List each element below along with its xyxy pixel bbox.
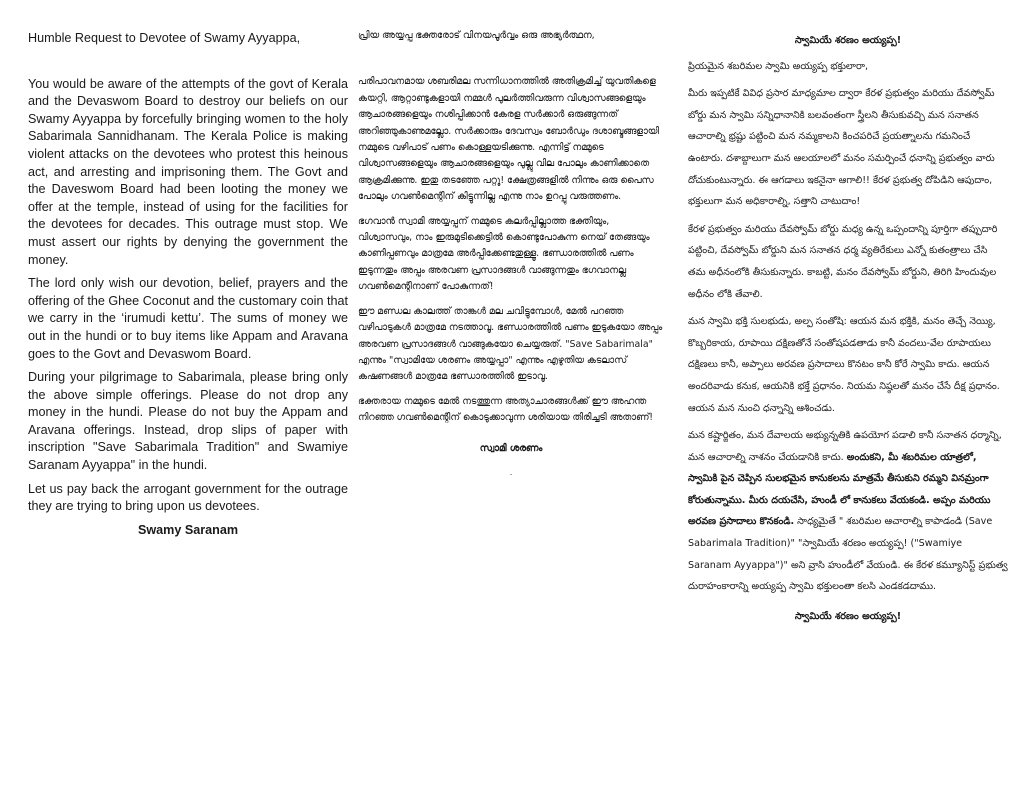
english-paragraph: You would be aware of the attempts of the govt of Kerala and the Devaswom Board to destroy our beliefs on our Swamy Ayyappa by forcefully bringing women to the holy Sabarimala Sannidhanam. The Kerala Police is making violent attacks on the devotees who protest this heinous act, and arresting and imprisoning them. The Govt and the Daveswom Board had been looting the money we offer at the temple, instead of using for the facilities for the devotees for decades. This outrage must stop. We must assert our rights by denying the government the money. (28, 76, 348, 267)
malayalam-paragraph: ഈ മണ്ഡല കാലത്ത് താങ്കൾ മല ചവിട്ടുമ്പോൾ, മേൽ പറഞ്ഞ വഴിപാടുകൾ മാത്രമേ നടത്താവൂ. ഭണ്ഡാരത്തിൽ പണം ഇടുകയോ അപ്പം അരവണ പ്രസാദങ്ങൾ വാങ്ങുകയോ ചെയ്യരുത്. "Save Sabarimala" എന്നും "സ്വാമിയേ ശരണം അയ്യപ്പാ" എന്നും എഴുതിയ കടലാസ് കഷണങ്ങൾ മാത്രമേ ഭണ്ഡാരത്തിൽ ഇടാവൂ. (358, 305, 663, 383)
telugu-paragraph: కేరళ ప్రభుత్వం మరియు దేవస్వోమ్ బోర్డు మధ్య ఉన్న ఒప్పందాన్ని పూర్తిగా తప్పుదారి పట్టించి, దేవస్వోమ్ బోర్డుని మన సనాతన ధర్మ వ్యతిరేకులు ఎన్నో కుతంత్రాలు చేసి తమ అధీనంలోకి తీసుకున్నారు. కాబట్టి, మనం దేవస్వోమ్ బోర్డుని, తిరిగి హిందువుల అధీనం లోకి తేవాలి. (688, 223, 998, 300)
telugu-paragraph: మన స్వామి భక్తి సులభుడు, అల్ప సంతోషి: ఆయన మన భక్తికి, మనం తెచ్చే నెయ్యి, కొబ్బరికాయ, రూపాయి దక్షిణతోనే సంతోషపడతాడు కానీ వందలు-వేల రూపాయలు దక్షిణలు కానీ, అప్పాలు అరవణ ప్రసాదాలు కొనటం కానీ కోరే స్వామి కాదు. ఆయన అందరివాడు కనుక, ఆయనికి భక్తే ప్రధానం. నియమ నిష్ఠలతో మనం చేసే దీక్ష ప్రధానం. ఆయన మన నుంచి ధన్నాన్ని ఆశించడు. (688, 316, 1000, 414)
english-paragraph: The lord only wish our devotion, belief, prayers and the offering of the Ghee Coconut and the customary coin that we carry in the ‘irumudi kettu’. The sums of money we out in the hundi or to buy items like Appam and Aravana goes to the Govt and Devaswom Board. (28, 276, 348, 361)
telugu-last-plain-1: మన కష్టార్జితం, మన దేవాలయ అభ్యున్నతికి ఉపయోగ పడాలి కానీ సనాతన ధర్మాన్ని, మన ఆచారాల్ని నాశనం చేయడానికి కాదు. (688, 430, 1002, 463)
english-paragraph: During your pilgrimage to Sabarimala, please bring only the above simple offerings. Please do not drop any money in the hundi. Please do not buy the Appam and Aravana offerings. Instead, drop slips of paper with inscription "Save Sabarimala Tradition" and Swamiye Saranam Ayyappa" in the hundi. (28, 370, 348, 473)
english-signature: Swamy Saranam (137, 522, 239, 537)
english-column (28, 30, 348, 545)
english-paragraph: Let us pay back the arrogant government for the outrage they are trying to bring upon us devotees. (28, 481, 348, 514)
telugu-salutation: ప్రియమైన శబరిమల స్వామి అయ్యప్ప భక్తులారా, (688, 60, 868, 72)
malayalam-salutation: പ്രിയ അയ്യപ്പ ഭക്തരോട് വിനയപൂർവ്വം ഒരു അഭ്യർത്ഥന, (358, 30, 595, 41)
telugu-last-bold: అందుకని, మీ శబరిమల యాత్రలో, స్వామికి పైన చెప్పిన సులభమైన కానుకలను మాత్రమే తీసుకుని రమ్మని వినమ్రంగా కోరుతున్నాము. మీరు దయచేసి, హుండీ లో కానుకలు వేయకండి. అప్పం మరియు అరవణ ప్రసాదాలు కొనకండి. (688, 451, 991, 528)
telugu-heading: స్వామియే శరణం అయ్యప్ప! (794, 35, 902, 46)
malayalam-signature: സ്വാമി ശരണം (479, 442, 543, 454)
malayalam-paragraph: ഭക്തരായ നമ്മുടെ മേൽ നടത്തുന്ന അത്യാചാരങ്ങൾക്ക് ഈ അഹന്ത നിറഞ്ഞ ഗവൺമെന്റിന് കൊടുക്കാവുന്ന ശരിയായ തിരിച്ചടി അതാണ്! (358, 395, 654, 424)
telugu-signature: స్వామియే శరణం అయ్యప్ప! (794, 610, 902, 622)
malayalam-paragraph: ഭഗവാൻ സ്വാമി അയ്യപ്പന് നമ്മുടെ കലർപ്പില്ലാത്ത ഭക്തിയും, വിശ്വാസവും, നാം ഇരുമുടിക്കെട്ടിൽ കൊണ്ടുപോകുന്ന നെയ് തേങ്ങയും കാണിപ്പണവും മാത്രമേ അർപ്പിക്കേണ്ടതുള്ളൂ. ഭണ്ഡാരത്തിൽ പണം ഇടുന്നതും അപ്പം അരവണ പ്രസാദങ്ങൾ വാങ്ങുന്നതും ഭഗവാനല്ല ഗവൺമെന്റിനാണ് പോകുന്നത്! (358, 215, 650, 293)
telugu-paragraph: మీరు ఇప్పటికే వివిధ ప్రసార మాధ్యమాల ద్వారా కేరళ ప్రభుత్వం మరియు దేవస్వోమ్ బోర్డు మన స్వామి సన్నిధానానికి బలవంతంగా స్త్రీలని తీసుకువచ్చి మన సనాతన ఆచారాల్ని భ్రష్టు పట్టించి మన నమ్మకాలని కించపరిచే ప్రయత్నాలను గమనించే ఉంటారు. దశాబ్దాలుగా మన ఆలయాలలో మనం సమర్పించే ధనాన్ని ప్రభుత్వం వారు దోచుకుంటున్నారు. ఈ ఆగడాలు ఇకనైనా ఆగాలి!! కేరళ ప్రభుత్వ దోపిడిని ఆపుదాం, భక్తులుగా మన అధికారాల్ని, సత్తాని చాటుదాం! (688, 88, 995, 208)
telugu-last-plain-2: సాధ్యమైతే " శబరిమల ఆచారాల్ని కాపాడండి (Save Sabarimala Tradition)" "స్వామియే శరణం అయ్యప్ప! ("Swamiye Saranam Ayyappa")" అని వ్రాసి హుండీలో వేయండి. ఈ కేరళ కమ్యూనిస్ట్ ప్రభుత్వ దురాహంకారాన్ని అయ్యప్ప స్వామి భక్తులంతా కలసి ఎండకడదాము. (688, 516, 1008, 593)
telugu-paragraph-last (688, 425, 1008, 598)
malayalam-column (358, 28, 664, 489)
malayalam-paragraph: പരിപാവനമായ ശബരിമല സന്നിധാനത്തിൽ അതിക്രമിച്ച് യുവതികളെ കയറ്റി, ആറ്റാണ്ടുകളായി നമ്മൾ പുലർത്തിവരുന്ന വിശ്വാസങ്ങളെയും ആചാരങ്ങളെയും നശിപ്പിക്കാൻ കേരള സർക്കാർ ഒരുങ്ങുന്നത് അറിഞ്ഞുകാണുമല്ലോ. സർക്കാരും ദേവസ്വം ബോർഡും ദശാബ്ദങ്ങളായി നമ്മുടെ വഴിപാട് പണം കൊള്ളയടിക്കുന്നു. എന്നിട്ട് നമ്മുടെ വിശ്വാസങ്ങളെയും ആചാരങ്ങളെയും പുല്ലു വില പോലും കാണിക്കാതെ ആക്രമിക്കുന്നു. ഇതു തടഞ്ഞേ പറ്റൂ! ക്ഷേത്രങ്ങളിൽ നിന്നും ഒരു പൈസ പോലും ഗവൺമെന്റിന് കിട്ടുന്നില്ല എന്നു നാം ഉറപ്പു വരുത്തണം. (358, 76, 659, 203)
malayalam-trailing-mark: . (509, 467, 513, 477)
english-salutation: Humble Request to Devotee of Swamy Ayyappa, (28, 31, 301, 45)
telugu-column (688, 30, 1008, 633)
